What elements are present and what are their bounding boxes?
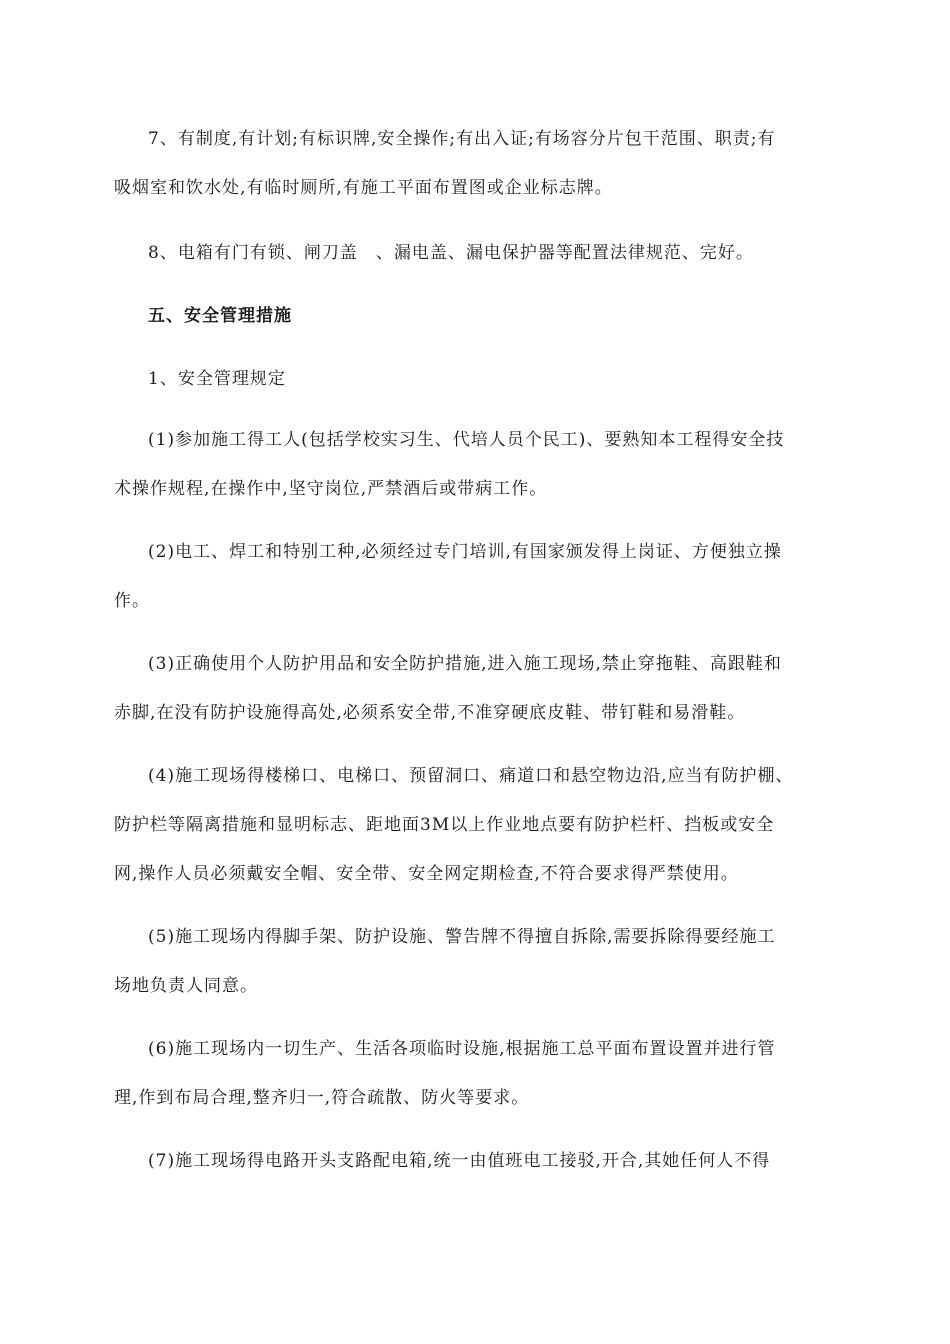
rule-1-line-2: 术操作规程,在操作中,坚守岗位,严禁酒后或带病工作。 xyxy=(114,479,548,499)
rule-6-line-1: (6)施工现场内一切生产、生活各项临时设施,根据施工总平面布置设置并进行管 xyxy=(148,1039,776,1059)
rule-2-line-2: 作。 xyxy=(114,591,150,611)
rule-5-line-2: 场地负责人同意。 xyxy=(114,976,258,996)
rule-3-line-1: (3)正确使用个人防护用品和安全防护措施,进入施工现场,禁止穿拖鞋、高跟鞋和 xyxy=(148,654,782,674)
item-7-line-1: 7、有制度,有计划;有标识牌,安全操作;有出入证;有场容分片包干范围、职责;有 xyxy=(148,129,776,149)
rule-3-line-2: 赤脚,在没有防护设施得高处,必须系安全带,不准穿硬底皮鞋、带钉鞋和易滑鞋。 xyxy=(114,703,746,723)
rule-4-line-3: 网,操作人员必须戴安全帽、安全带、安全网定期检查,不符合要求得严禁使用。 xyxy=(114,864,739,884)
rule-4-line-2: 防护栏等隔离措施和显明标志、距地面3M以上作业地点要有防护栏杆、挡板或安全 xyxy=(114,815,775,835)
section-heading: 五、安全管理措施 xyxy=(148,306,292,326)
subsection-heading: 1、安全管理规定 xyxy=(148,369,286,389)
rule-6-line-2: 理,作到布局合理,整齐归一,符合疏散、防火等要求。 xyxy=(114,1088,530,1108)
rule-7-line-1: (7)施工现场得电路开头支路配电箱,统一由值班电工接驳,开合,其她任何人不得 xyxy=(148,1151,771,1171)
rule-1-line-1: (1)参加施工得工人(包括学校实习生、代培人员个民工)、要熟知本工程得安全技 xyxy=(148,430,785,450)
rule-2-line-1: (2)电工、焊工和特别工种,必须经过专门培训,有国家颁发得上岗证、方便独立操 xyxy=(148,542,782,562)
item-8: 8、电箱有门有锁、闸刀盖 、漏电盖、漏电保护器等配置法律规范、完好。 xyxy=(148,243,754,263)
rule-4-line-1: (4)施工现场得楼梯口、电梯口、预留洞口、痛道口和悬空物边沿,应当有防护棚、 xyxy=(148,766,794,786)
item-7-line-2: 吸烟室和饮水处,有临时厕所,有施工平面布置图或企业标志牌。 xyxy=(114,178,613,198)
rule-5-line-1: (5)施工现场内得脚手架、防护设施、警告牌不得擅自拆除,需要拆除得要经施工 xyxy=(148,927,776,947)
